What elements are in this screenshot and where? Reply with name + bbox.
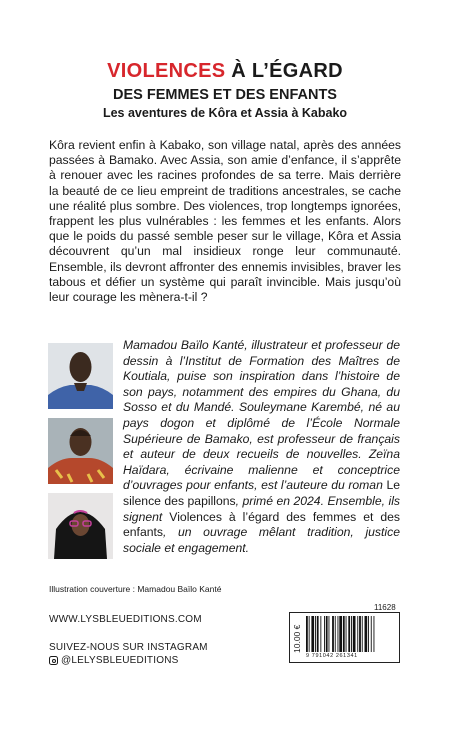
novel-title: Le silence des papillons: [123, 478, 400, 508]
author-photo-haidara: [48, 493, 113, 559]
barcode-bar: [357, 616, 358, 652]
instagram-follow-text: SUIVEZ-NOUS SUR INSTAGRAM: [49, 642, 208, 653]
barcode-bar: [326, 616, 328, 652]
book-title-in-bio: Violences à l’égard des femmes et des enfants: [123, 509, 400, 540]
book-title: [0, 60, 450, 83]
author-photo-karembe: [48, 418, 113, 484]
instagram-handle-row[interactable]: [49, 655, 179, 666]
barcode-bar: [359, 616, 361, 652]
barcode-bar: [311, 616, 314, 652]
barcode-bar: [306, 616, 308, 652]
cover-illustration-credit: Illustration couverture : Mamadou Baïlo Kanté: [49, 584, 222, 594]
barcode-bar: [365, 616, 368, 652]
barcode-bar: [317, 616, 319, 652]
title-violences: VIOLENCES: [107, 60, 226, 82]
title-a-legard: À L’ÉGARD: [225, 60, 343, 82]
author-photo-kante: [48, 343, 113, 409]
barcode-bar: [343, 616, 345, 652]
barcode: [306, 616, 396, 652]
instagram-handle: @LELYSBLEUEDITIONS: [61, 655, 179, 666]
book-tagline: Les aventures de Kôra et Assia à Kabako: [102, 106, 348, 120]
book-subtitle: DES FEMMES ET DES ENFANTS: [113, 87, 337, 103]
authors-biography: Mamadou Baïlo Kanté, illustrateur et professeur de dessin à l’Institut de Formation des Maîtres de Koutiala, puise son inspiration dans l’histoire de son pays, notamment des empires du Ghana, du Sosso et du Mandé. Souleymane Karembé, né au pays dogon et diplômé de l’École Normale Supérieure de Bamako, est professeur de français et auteur de deux recueils de nouvelles. Zeïna Haïdara, écrivaine malienne et conceptrice d’ouvrages pour enfants, est l’auteure du roman Le silence des papillons, primé en 2024. Ensemble, ils signent Violences à l’égard des femmes et des enfants, un ouvrage mêlant tradition, justice sociale et engagement.: [123, 338, 401, 555]
publisher-website[interactable]: WWW.LYSBLEUEDITIONS.COM: [49, 614, 202, 625]
barcode-bar: [374, 616, 375, 652]
barcode-bar: [339, 616, 342, 652]
barcode-bar: [338, 616, 339, 652]
ean-number: 9 791042 261341: [306, 653, 358, 659]
barcode-bar: [329, 616, 330, 652]
barcode-bar: [309, 616, 310, 652]
barcode-bar: [368, 616, 369, 652]
barcode-bar: [315, 616, 316, 652]
barcode-bar: [335, 616, 336, 652]
barcode-bar: [346, 616, 347, 652]
barcode-bar: [353, 616, 356, 652]
price-label: 10.00 €: [292, 624, 302, 653]
back-cover-summary: Kôra revient enfin à Kabako, son village natal, après des années passées à Bamako. Avec Assia, son amie d’enfance, il s’apprête à renouer avec les racines profondes de sa terre. Mais derrière la beauté de ce lieu empreint de traditions ancestrales, se cache une réalité plus sombre. Des violences, trop longtemps ignorées, frappent les plus vulnérables : les femmes et les enfants. Alors que le poids du passé semble peser sur le village, Kôra et Assia découvrent qu’un mal insidieux ronge leur communauté. Ensemble, ils devront affronter des ennemis invisibles, braver les tabous et défier un système qui paraît invincible. Mais jusqu’où leur courage les mènera-t-il ?: [49, 138, 401, 305]
barcode-block: [289, 612, 400, 663]
instagram-icon: [49, 656, 58, 665]
barcode-bar: [320, 616, 321, 652]
barcode-bar: [371, 616, 372, 652]
barcode-bar: [324, 616, 325, 652]
barcode-bar: [348, 616, 350, 652]
barcode-bar: [351, 616, 352, 652]
catalog-number: 11628: [374, 603, 396, 612]
barcode-bar: [362, 616, 363, 652]
barcode-bar: [332, 616, 334, 652]
